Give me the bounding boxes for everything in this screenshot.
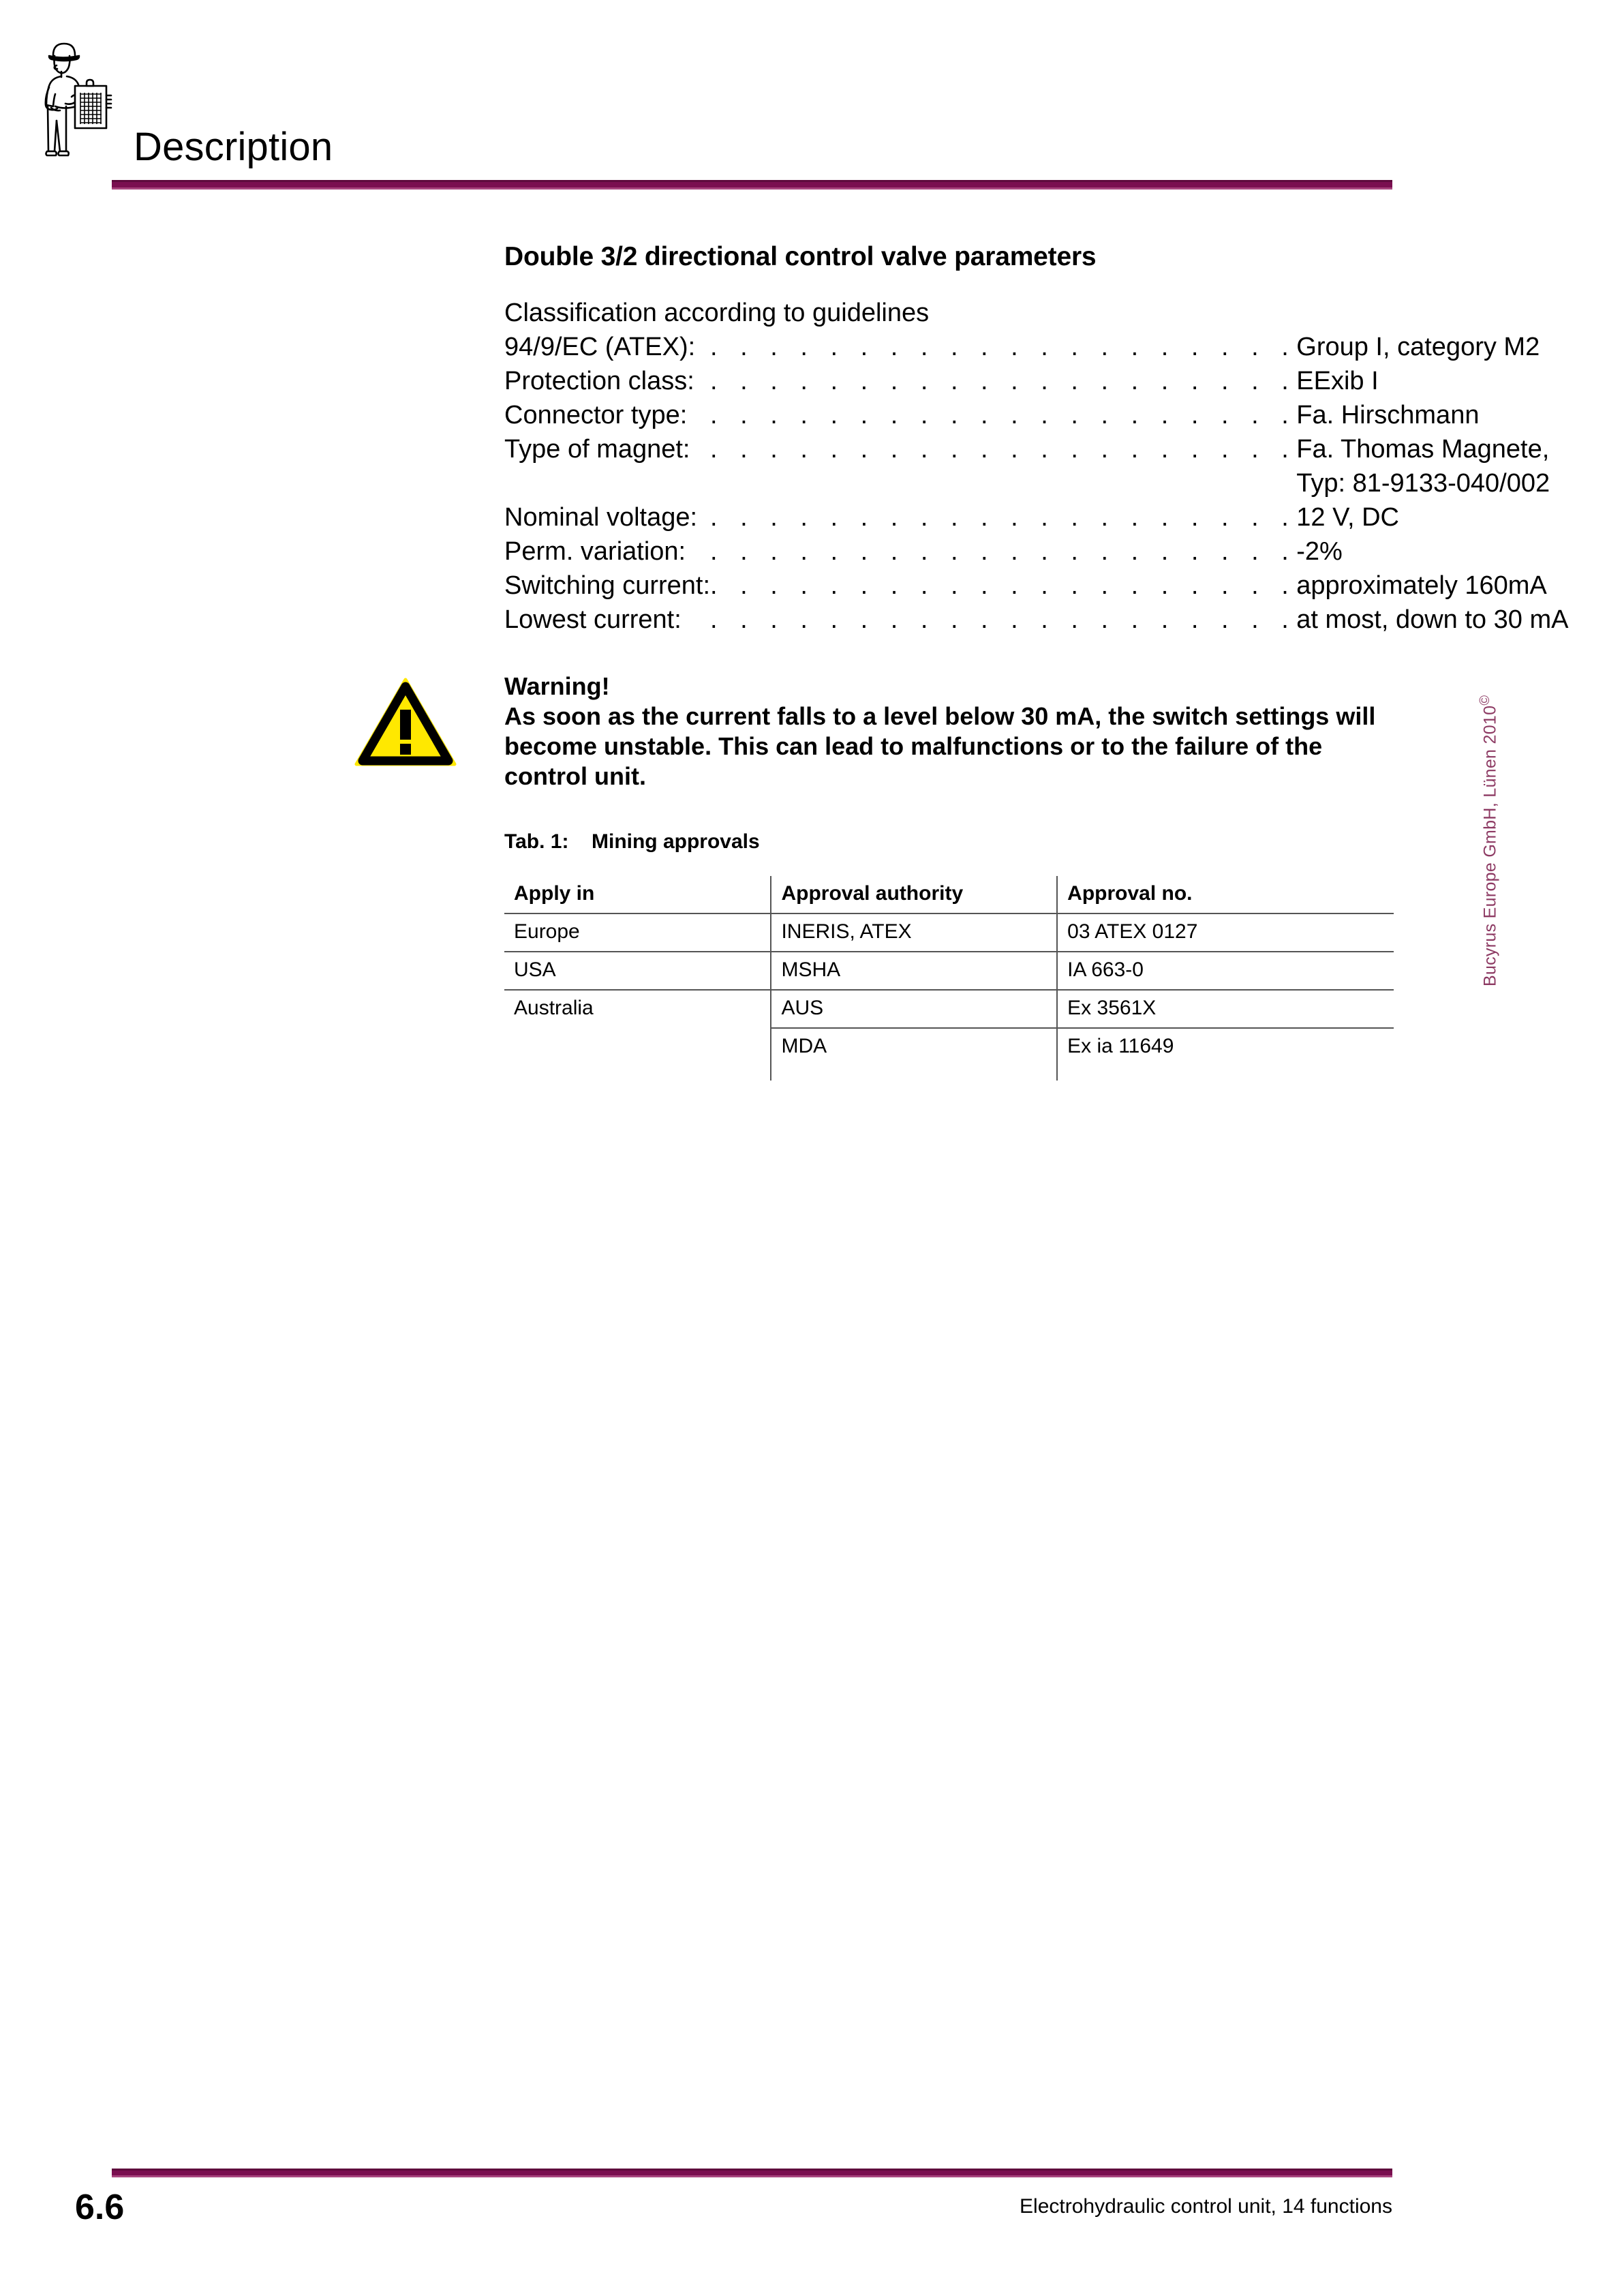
cell-apply-in: Australia [504, 990, 771, 1028]
spec-value: Group I, category M2 [1296, 333, 1540, 361]
warning-text [504, 671, 1397, 791]
header-accent-rule [112, 180, 1392, 190]
column-header-apply-in: Apply in [514, 882, 595, 905]
table-tail-spacer [504, 1066, 1394, 1081]
table-caption-text: Mining approvals [592, 830, 760, 853]
worker-with-clipboard-icon [33, 33, 135, 169]
page-number: 6.6 [75, 2188, 125, 2227]
warning-body: As soon as the current falls to a level below 30 mA, the switch settings will become unstable. This can lead to malfunctions or to the failure of the control unit. [504, 702, 1376, 790]
spec-row [504, 603, 1568, 637]
tail-cell [504, 1066, 771, 1081]
warning-title: Warning! [504, 672, 610, 700]
spec-leader-dots: . . . . . . . . . . . . . . . . . . . . [710, 333, 1297, 361]
table-header-row [504, 876, 1394, 913]
spec-leader-dots: . . . . . . . . . . . . . . . . . . . . [710, 605, 1297, 634]
table-row [504, 1028, 1394, 1066]
tail-cell [771, 1066, 1057, 1081]
spec-value: approximately 160mA [1296, 571, 1547, 600]
spec-row [504, 432, 1568, 500]
column-header-approval-authority: Approval authority [771, 876, 1057, 913]
spec-row [504, 330, 1568, 364]
table-row [504, 952, 1394, 990]
specifications-list [504, 330, 1568, 637]
spec-label: Switching current: [504, 571, 711, 600]
cell-authority: INERIS, ATEX [771, 913, 1057, 952]
spec-row [504, 500, 1568, 534]
cell-approval-no: Ex ia 11649 [1057, 1028, 1394, 1066]
spec-value: Fa. Hirschmann [1296, 401, 1480, 429]
spec-leader-dots: . . . . . . . . . . . . . . . . . . . . [710, 367, 1297, 395]
spec-label: Lowest current: [504, 605, 682, 634]
table-caption-number: Tab. 1: [504, 830, 569, 853]
spec-label: Connector type: [504, 401, 688, 429]
classification-intro: Classification according to guidelines [504, 299, 930, 327]
spec-leader-dots: . . . . . . . . . . . . . . . . . . . . [710, 503, 1297, 532]
spec-row [504, 534, 1568, 569]
cell-approval-no: IA 663-0 [1057, 952, 1394, 990]
spec-value: 12 V, DC [1296, 503, 1399, 532]
cell-authority: AUS [771, 990, 1057, 1028]
spec-row [504, 364, 1568, 398]
spec-row [504, 569, 1568, 603]
spec-label: 94/9/EC (ATEX): [504, 333, 696, 361]
table-caption [504, 830, 760, 854]
spec-value-line: Fa. Thomas Magnete, [1296, 435, 1550, 464]
cell-apply-in: Europe [504, 913, 771, 952]
spec-label: Protection class: [504, 367, 694, 395]
column-header-approval-no: Approval no. [1057, 876, 1394, 913]
spec-label: Type of magnet: [504, 435, 690, 464]
cell-approval-no: Ex 3561X [1057, 990, 1394, 1028]
spec-leader-dots: . . . . . . . . . . . . . . . . . . . . [710, 401, 1297, 429]
table-row [504, 913, 1394, 952]
footer-document-title: Electrohydraulic control unit, 14 functions [1020, 2195, 1392, 2218]
spec-label: Perm. variation: [504, 537, 686, 566]
table-row [504, 990, 1394, 1028]
main-content [504, 242, 1569, 637]
spec-value: EExib I [1296, 367, 1379, 395]
footer-accent-rule [112, 2169, 1392, 2177]
spec-value: -2% [1296, 537, 1343, 566]
side-copyright [1478, 659, 1500, 986]
spec-label: Nominal voltage: [504, 503, 698, 532]
cell-apply-in [504, 1028, 771, 1066]
spec-leader-dots: . . . . . . . . . . . . . . . . . . . . [710, 571, 1297, 600]
side-copyright-text: Bucyrus Europe GmbH, Lünen 2010 [1480, 705, 1500, 986]
spec-row [504, 398, 1568, 432]
spec-leader-dots: . . . . . . . . . . . . . . . . . . . . [710, 435, 1297, 464]
tail-cell [1057, 1066, 1394, 1081]
page-title: Description [134, 125, 333, 169]
cell-authority: MSHA [771, 952, 1057, 990]
spec-value-line-continued: Typ: 81-9133-040/002 [1296, 469, 1550, 498]
copyright-mark-icon: © [1478, 695, 1493, 706]
warning-callout [354, 671, 1397, 791]
section-heading: Double 3/2 directional control valve parameters [504, 242, 1097, 271]
cell-apply-in: USA [504, 952, 771, 990]
cell-approval-no: 03 ATEX 0127 [1057, 913, 1394, 952]
warning-triangle-icon [354, 677, 457, 767]
spec-leader-dots: . . . . . . . . . . . . . . . . . . . . [710, 537, 1297, 566]
spec-value [1296, 432, 1568, 500]
spec-value: at most, down to 30 mA [1296, 605, 1569, 634]
cell-authority: MDA [771, 1028, 1057, 1066]
mining-approvals-table [504, 876, 1394, 1081]
